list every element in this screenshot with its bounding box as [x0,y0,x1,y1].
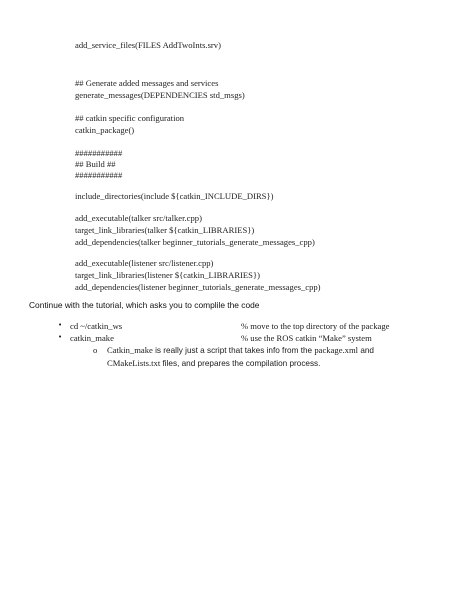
comment-text: % use the ROS catkin “Make” system [241,333,372,343]
sub-bullet-icon: o [93,345,98,355]
command-text: catkin_make [70,333,114,343]
code-line: ########### [75,148,123,158]
term-catkin-make: Catkin_make [107,345,153,355]
sentence-text: and [358,346,374,355]
term-package-xml: package.xml [314,345,359,355]
sentence-text: files, and prepares the compilation process. [160,359,321,368]
comment-text: % move to the top directory of the package [241,321,390,331]
command-text: cd ~/catkin_ws [70,321,123,331]
code-line: ## Build ## [75,159,116,169]
sub-bullet-text [107,344,397,370]
intro-paragraph: Continue with the tutorial, which asks you to complile the code [29,300,260,310]
code-line: ## Generate added messages and services [75,78,219,88]
code-line: target_link_libraries(listener ${catkin_LIBRARIES}) [75,270,260,280]
term-cmakelists: CMakeLists.txt [107,358,161,368]
bullet-icon: • [58,321,63,329]
code-line: target_link_libraries(talker ${catkin_LIBRARIES}) [75,225,255,235]
code-line: ########### [75,170,123,180]
code-line: add_executable(talker src/talker.cpp) [75,213,202,223]
code-line: add_dependencies(talker beginner_tutorials_generate_messages_cpp) [75,237,315,247]
code-line: include_directories(include ${catkin_INCLUDE_DIRS}) [75,191,274,201]
code-line: add_service_files(FILES AddTwoInts.srv) [75,40,221,50]
code-line: ## catkin specific configuration [75,113,185,123]
bullet-icon: • [58,333,63,341]
list-item [58,333,372,345]
sentence-text: is really just a script that takes info from the [152,346,315,355]
code-line: add_dependencies(listener beginner_tutorials_generate_messages_cpp) [75,282,321,292]
code-line: add_executable(listener src/listener.cpp) [75,258,214,268]
code-line: catkin_package() [75,125,135,135]
code-line: generate_messages(DEPENDENCIES std_msgs) [75,90,245,100]
list-item [58,321,390,333]
